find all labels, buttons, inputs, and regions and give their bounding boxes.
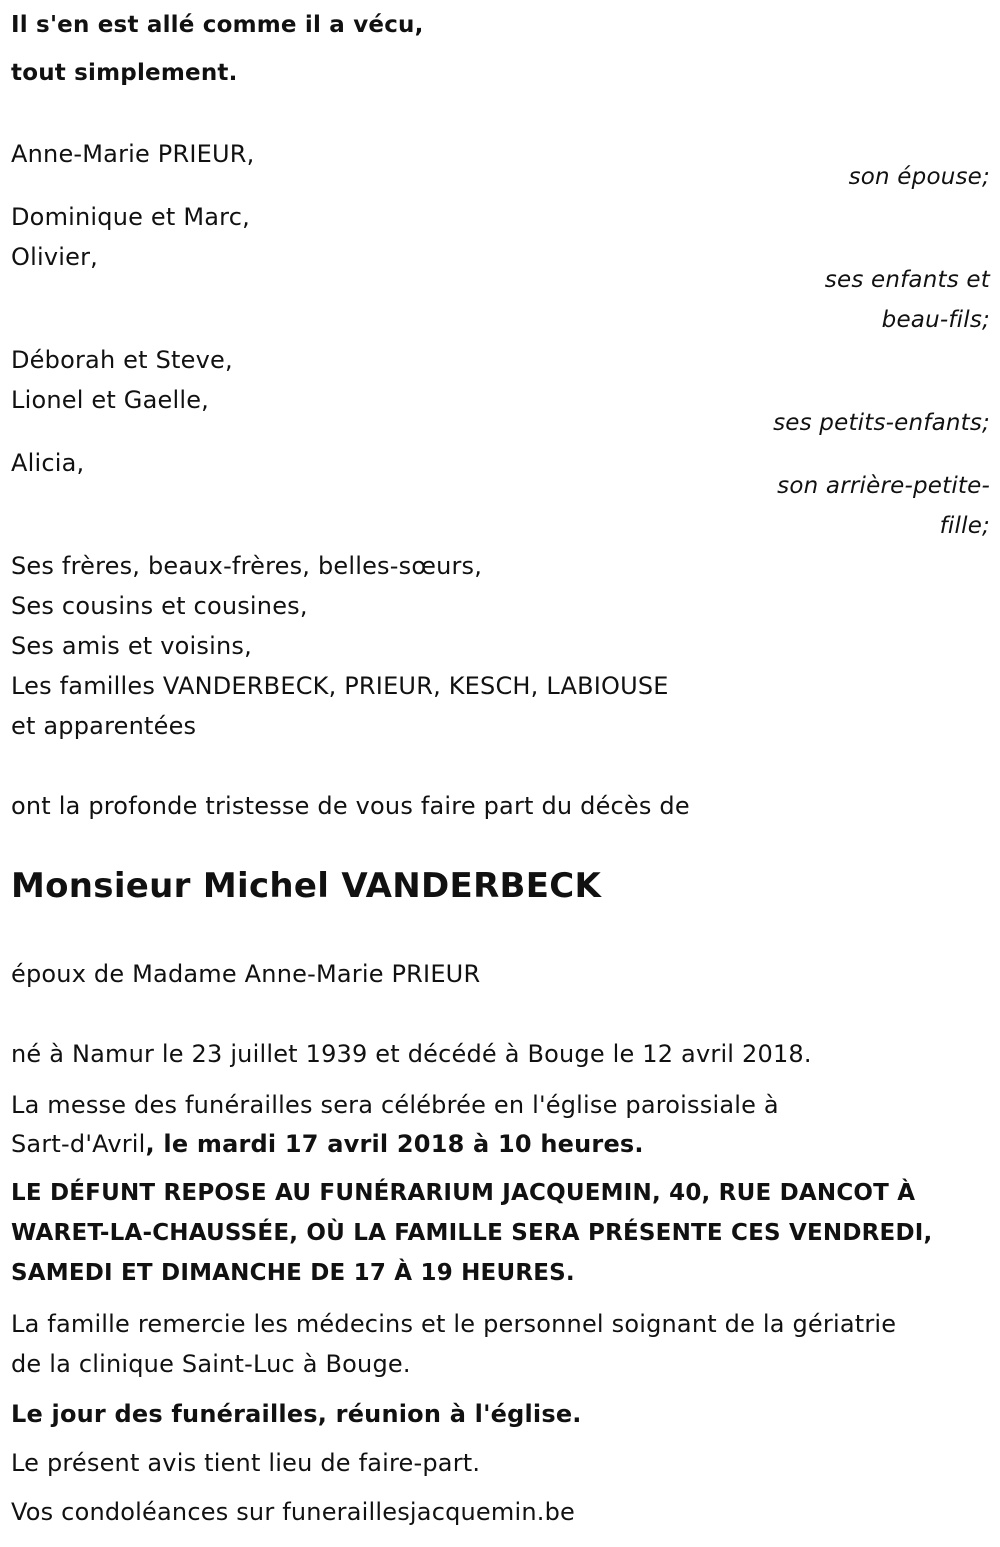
- other-mourners-line: et apparentées: [11, 712, 197, 740]
- mourner-name: Olivier,: [11, 243, 98, 271]
- mourner-relation: son épouse;: [848, 164, 990, 190]
- birth-death-line: né à Namur le 23 juillet 1939 et décédé à Bouge le 12 avril 2018.: [11, 1040, 812, 1068]
- thanks-line: de la clinique Saint-Luc à Bouge.: [11, 1350, 411, 1378]
- mourner-relation: ses enfants et: [824, 267, 990, 293]
- mass-line-1: La messe des funérailles sera célébrée en l'église paroissiale à: [11, 1091, 779, 1119]
- mourner-relation: beau-fils;: [881, 307, 990, 333]
- other-mourners-line: Ses cousins et cousines,: [11, 592, 308, 620]
- quote-line-2: tout simplement.: [11, 60, 238, 86]
- repose-line: LE DÉFUNT REPOSE AU FUNÉRARIUM JACQUEMIN, 40, RUE DANCOT À: [11, 1180, 916, 1206]
- mass-place: Sart-d'Avril: [11, 1130, 146, 1158]
- mourner-relation: fille;: [939, 513, 990, 539]
- spouse-line: époux de Madame Anne-Marie PRIEUR: [11, 960, 481, 988]
- condolences-line: Vos condoléances sur funeraillesjacquemin.be: [11, 1498, 575, 1526]
- mourner-name: Lionel et Gaelle,: [11, 386, 210, 414]
- announcement: ont la profonde tristesse de vous faire part du décès de: [11, 792, 690, 820]
- mourner-relation: son arrière-petite-: [777, 473, 990, 499]
- mourner-name: Dominique et Marc,: [11, 203, 250, 231]
- meeting-line: Le jour des funérailles, réunion à l'église.: [11, 1400, 582, 1428]
- thanks-line: La famille remercie les médecins et le personnel soignant de la gériatrie: [11, 1310, 897, 1338]
- deceased-name: Monsieur Michel VANDERBECK: [11, 866, 602, 906]
- mass-date: , le mardi 17 avril 2018 à 10 heures.: [145, 1130, 644, 1158]
- notice-line: Le présent avis tient lieu de faire-part.: [11, 1449, 481, 1477]
- quote-line-1: Il s'en est allé comme il a vécu,: [11, 12, 424, 38]
- other-mourners-line: Ses amis et voisins,: [11, 632, 252, 660]
- mourner-name: Alicia,: [11, 449, 85, 477]
- other-mourners-line: Ses frères, beaux-frères, belles-sœurs,: [11, 552, 483, 580]
- repose-line: SAMEDI ET DIMANCHE DE 17 À 19 HEURES.: [11, 1260, 575, 1286]
- mourner-relation: ses petits-enfants;: [773, 410, 990, 436]
- repose-line: WARET-LA-CHAUSSÉE, OÙ LA FAMILLE SERA PRÉSENTE CES VENDREDI,: [11, 1220, 933, 1246]
- other-mourners-line: Les familles VANDERBECK, PRIEUR, KESCH, LABIOUSE: [11, 672, 669, 700]
- mourner-name: Déborah et Steve,: [11, 346, 233, 374]
- mourner-name: Anne-Marie PRIEUR,: [11, 140, 255, 168]
- mass-line-2: [11, 1130, 644, 1158]
